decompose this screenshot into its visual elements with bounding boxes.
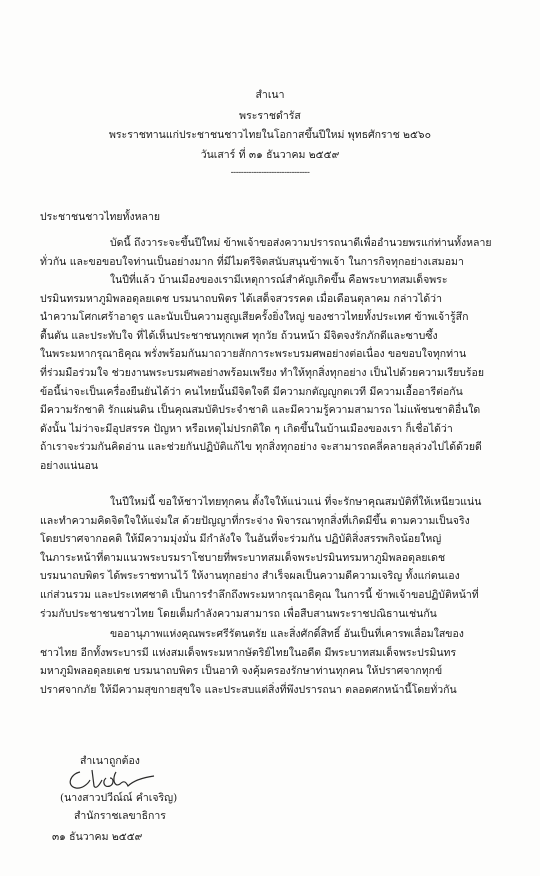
paragraph-line: ข้อนี้น่าจะเป็นเครื่องยืนยันได้ว่า คนไทยนั้นมีจิตใจดี มีความกตัญญูกตเวที มีความเอื้ออารีต่อกัน — [40, 385, 463, 398]
paragraph-line: ในปีที่แล้ว บ้านเมืองของเรามีเหตุการณ์สำคัญเกิดขึ้น คือพระบาทสมเด็จพระ — [110, 274, 448, 286]
paragraph-line: มหาภูมิพลอดุลยเดช บรมนาถบพิตร เป็นอาทิ จงคุ้มครองรักษาท่านทุกคน ให้ปราศจากทุกข์ — [40, 665, 443, 678]
paragraph-line: ตื้นตัน และประทับใจ ที่ได้เห็นประชาชนทุกเพศ ทุกวัย ถ้วนหน้า มีจิตจงรักภักดีและซาบซึ้ง — [40, 329, 438, 342]
paragraph-line: ในพระมหากรุณาธิคุณ พรั่งพร้อมกันมาถวายสักการะพระบรมศพอย่างต่อเนื่อง ขอขอบใจทุกท่าน — [40, 348, 467, 361]
paragraph-3 — [40, 493, 508, 623]
paragraph-line: ถ้าเราจะร่วมกันคิดอ่าน และช่วยกันปฏิบัติแก้ไข ทุกสิ่งทุกอย่าง จะสามารถคลี่คลายลุล่วงไปได้ด้วยดี — [40, 441, 482, 454]
office-name: สำนักราชเลขาธิการ — [74, 810, 166, 822]
paragraph-line: ชาวไทย อีกทั้งพระบารมี แห่งสมเด็จพระมหากษัตริย์ไทยในอดีต มีพระบาทสมเด็จพระปรมินทร — [40, 646, 457, 659]
paragraph-line: ในภาระหน้าที่ตามแนวพระบรมราโชบายที่พระบาทสมเด็จพระปรมินทรมหาภูมิพลอดุลยเดช — [40, 551, 446, 564]
paragraph-line: ทั่วกัน และขอขอบใจท่านเป็นอย่างมาก ที่มีไมตรีจิตสนับสนุนข้าพเจ้า ในการกิจทุกอย่างเสมอมา — [40, 255, 464, 268]
copy-label: สำเนา — [255, 89, 285, 101]
paragraph-line: และทำความคิดจิตใจให้แจ่มใส ด้วยปัญญาที่กระจ่าง พิจารณาทุกสิ่งที่เกิดมีขึ้น ตามความเป็นจริง — [40, 514, 470, 527]
paragraph-line: ร่วมกับประชาชนชาวไทย โดยเต็มกำลังความสามารถ เพื่อสืบสานพระราชปณิธานเช่นกัน — [40, 607, 437, 620]
paragraph-line: แก่ส่วนรวม และประเทศชาติ เป็นการรำลึกถึงพระมหากรุณาธิคุณ ในการนี้ ข้าพเจ้าขอปฏิบัติหน้าที่ — [40, 588, 479, 601]
paragraph-line: นำความโศกเศร้าอาดูร และนับเป็นความสูญเสียครั้งยิ่งใหญ่ ของชาวไทยทั้งประเทศ ข้าพเจ้ารู้สึก — [40, 311, 469, 324]
paragraph-1 — [40, 234, 508, 271]
paragraph-2 — [40, 271, 508, 476]
paragraph-line: มีความรักชาติ รักแผ่นดิน เป็นคุณสมบัติประจำชาติ และมีความรู้ความสามารถ ไม่แพ้ชนชาติอื่นใด — [40, 404, 481, 417]
document-title: พระราชดำรัส — [239, 110, 301, 122]
paragraph-line: โดยปราศจากอคติ ให้มีความมุ่งมั่น มีกำลังใจ ในอันที่จะร่วมกัน ปฏิบัติสิ่งสรรพกิจน้อยใหญ่ — [40, 533, 442, 546]
salutation: ประชาชนชาวไทยทั้งหลาย — [40, 211, 160, 223]
handwritten-signature-icon — [62, 764, 172, 796]
header-divider: ------------------------------- — [230, 168, 310, 178]
paragraph-line: บรมนาถบพิตร ได้พระราชทานไว้ ให้งานทุกอย่าง สำเร็จผลเป็นความดีความเจริญ ทั้งแก่ตนเอง — [40, 570, 460, 583]
paragraph-line: อย่างแน่นอน — [40, 459, 99, 472]
certified-label: สำเนาถูกต้อง — [80, 755, 140, 767]
paragraph-line: ในปีใหม่นี้ ขอให้ชาวไทยทุกคน ตั้งใจให้แน่วแน่ ที่จะรักษาคุณสมบัติที่ให้เหนียวแน่น — [110, 496, 482, 508]
document-date: วันเสาร์ ที่ ๓๑ ธันวาคม ๒๕๕๙ — [200, 149, 340, 161]
paragraph-line: บัดนี้ ถึงวาระจะขึ้นปีใหม่ ข้าพเจ้าขอส่งความปรารถนาดีเพื่ออำนวยพรแก่ท่านทั้งหลาย — [110, 237, 492, 249]
paragraph-line: ปราศจากภัย ให้มีความสุขกายสุขใจ และประสบแต่สิ่งที่พึงปรารถนา ตลอดศกหน้านี้โดยทั่วกัน — [40, 683, 457, 696]
paragraph-line: ที่ร่วมมือร่วมใจ ช่วยงานพระบรมศพอย่างพร้อมเพรียง ทำให้ทุกสิ่งทุกอย่าง เป็นไปด้วยความเรียบร้อย — [40, 366, 485, 379]
document-subtitle: พระราชทานแก่ประชาชนชาวไทยในโอกาสขึ้นปีใหม่ พุทธศักราช ๒๕๖๐ — [109, 129, 431, 141]
signature-date: ๓๑ ธันวาคม ๒๕๕๙ — [52, 830, 143, 843]
paragraph-line: ปรมินทรมหาภูมิพลอดุลยเดช บรมนาถบพิตร ได้เสด็จสวรรคต เมื่อเดือนตุลาคม กล่าวได้ว่า — [40, 292, 442, 305]
paragraph-4 — [40, 625, 508, 699]
signature-block — [40, 752, 177, 846]
signatory-name: (นางสาวปวีณ์ณ์ คำเจริญ) — [60, 791, 178, 804]
paragraph-line: ขออานุภาพแห่งคุณพระศรีรัตนตรัย และสิ่งศักดิ์สิทธิ์ อันเป็นที่เคารพเลื่อมใสของ — [110, 628, 464, 640]
paragraph-line: ดังนั้น ไม่ว่าจะมีอุปสรรค ปัญหา หรือเหตุไม่ปรกติใด ๆ เกิดขึ้นในบ้านเมืองของเรา ก็เชื่อได้ว่า — [40, 422, 453, 435]
